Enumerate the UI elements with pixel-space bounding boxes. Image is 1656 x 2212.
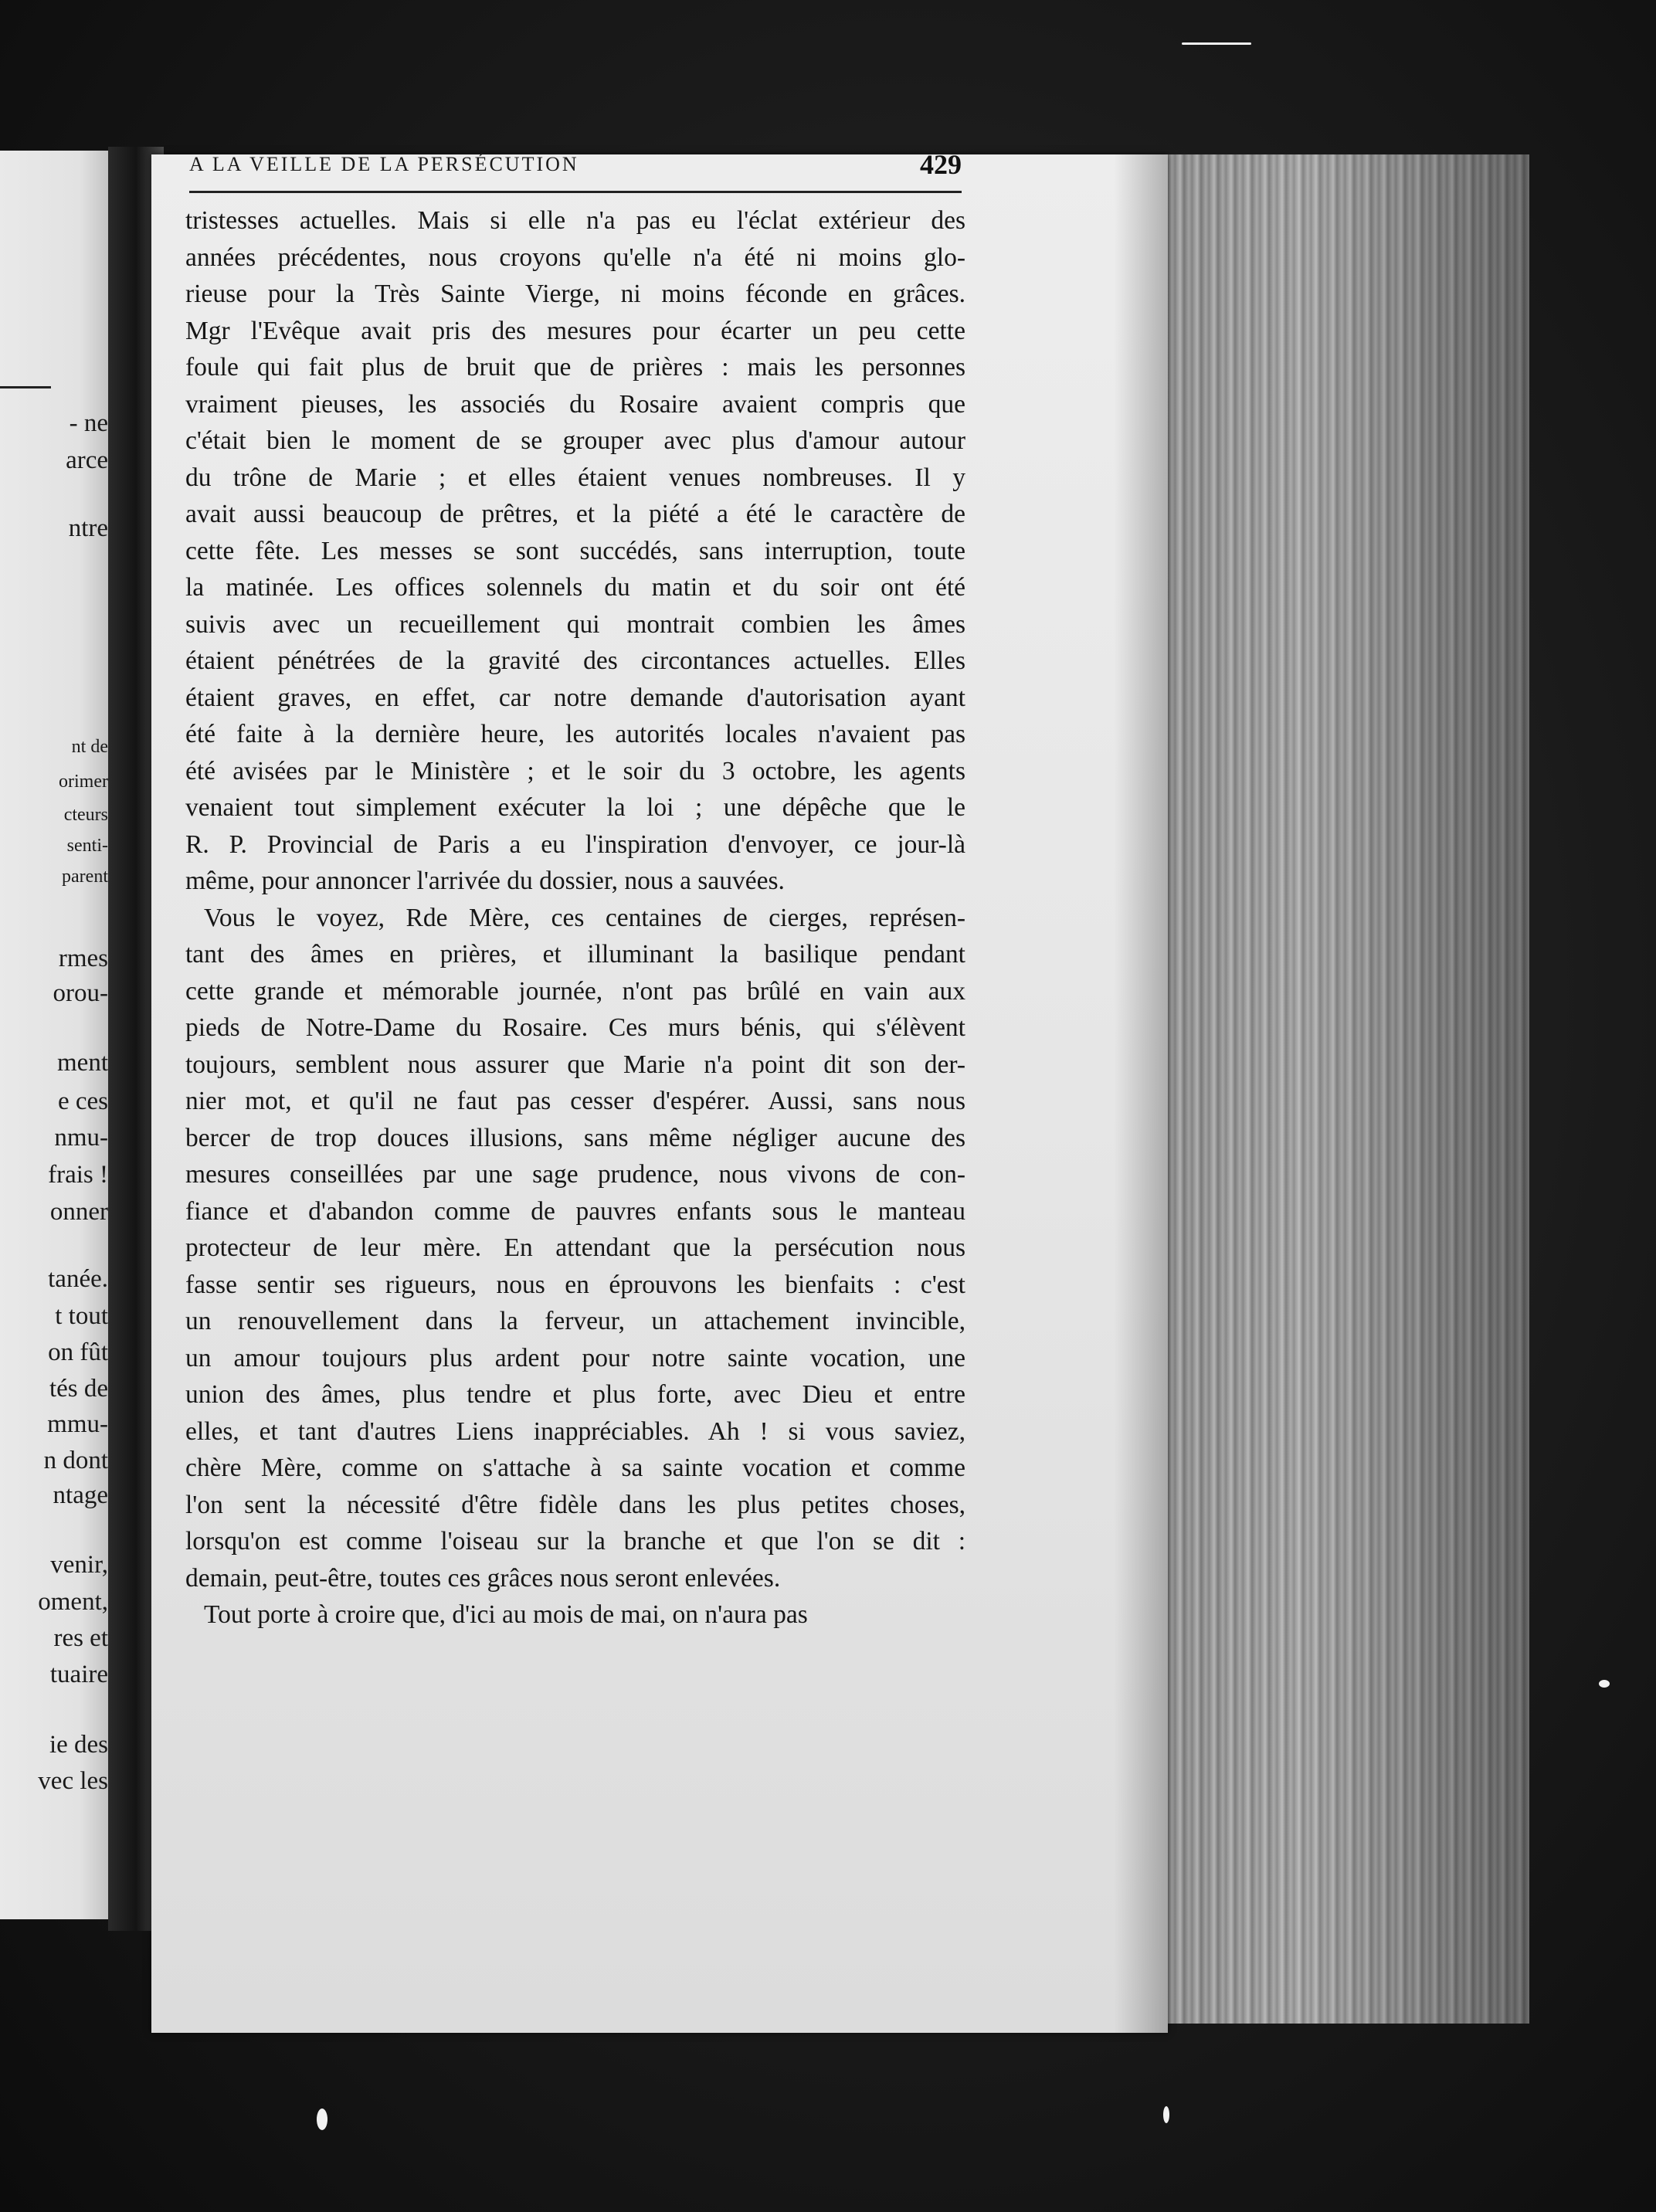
film-speck bbox=[1599, 1680, 1610, 1688]
text-line: la matinée. Les offices solennels du matin et du soir ont été bbox=[185, 573, 965, 602]
left-page-line: res et bbox=[53, 1624, 108, 1652]
text-line: nier mot, et qu'il ne faut pas cesser d'espérer. Aussi, sans nous bbox=[185, 1087, 965, 1115]
text-line: Mgr l'Evêque avait pris des mesures pour écarter un peu cette bbox=[185, 316, 965, 345]
left-page-line: senti- bbox=[66, 836, 108, 856]
left-page-fragment bbox=[0, 151, 114, 1919]
left-page-line: arce bbox=[66, 446, 108, 474]
text-line: même, pour annoncer l'arrivée du dossier, nous a sauvées. bbox=[185, 867, 785, 895]
left-page-line: rmes bbox=[58, 945, 108, 972]
text-line: tristesses actuelles. Mais si elle n'a pas eu l'éclat extérieur des bbox=[185, 206, 965, 235]
text-line: rieuse pour la Très Sainte Vierge, ni moins féconde en grâces. bbox=[185, 280, 965, 308]
text-line: elles, et tant d'autres Liens inappréciables. Ah ! si vous saviez, bbox=[185, 1416, 965, 1446]
text-line: Vous le voyez, Rde Mère, ces centaines de cierges, représen- bbox=[204, 903, 965, 932]
left-page-line: parent bbox=[62, 867, 108, 887]
text-line: mesures conseillées par une sage prudence, nous vivons de con- bbox=[185, 1160, 965, 1189]
left-page-rule bbox=[0, 386, 51, 388]
text-line: avait aussi beaucoup de prêtres, et la piété a été le caractère de bbox=[185, 500, 965, 528]
left-page-line: ment bbox=[57, 1049, 108, 1077]
left-page-line: ie des bbox=[49, 1731, 108, 1759]
film-speck bbox=[317, 2109, 327, 2130]
left-page-line: ntage bbox=[53, 1481, 108, 1509]
left-page-line: t tout bbox=[55, 1302, 108, 1330]
text-line: foule qui fait plus de bruit que de prières : mais les personnes bbox=[185, 353, 965, 382]
film-speck bbox=[1163, 2106, 1169, 2123]
text-line: Tout porte à croire que, d'ici au mois de mai, on n'aura pas bbox=[204, 1600, 808, 1629]
left-page-line: e ces bbox=[57, 1087, 108, 1115]
text-line: union des âmes, plus tendre et plus forte, avec Dieu et entre bbox=[185, 1380, 965, 1409]
text-line: tant des âmes en prières, et illuminant la basilique pendant bbox=[185, 940, 965, 969]
left-page-line: on fût bbox=[48, 1338, 108, 1366]
film-speck bbox=[1182, 42, 1251, 45]
text-line: pieds de Notre-Dame du Rosaire. Ces murs bénis, qui s'élèvent bbox=[185, 1013, 965, 1042]
left-page-line: tanée. bbox=[48, 1265, 108, 1293]
left-page-line: tuaire bbox=[49, 1661, 108, 1688]
left-page-line: n dont bbox=[43, 1447, 108, 1474]
text-line: fiance et d'abandon comme de pauvres enfants sous le manteau bbox=[185, 1196, 965, 1226]
left-page-line: oment, bbox=[38, 1588, 108, 1616]
text-line: été avisées par le Ministère ; et le soir du 3 octobre, les agents bbox=[185, 756, 965, 785]
left-page-line: vec les bbox=[38, 1767, 108, 1795]
page-body-text bbox=[185, 202, 965, 1634]
text-line: R. P. Provincial de Paris a eu l'inspiration d'envoyer, ce jour-là bbox=[185, 830, 965, 859]
text-line: c'était bien le moment de se grouper avec plus d'amour autour bbox=[185, 426, 965, 455]
left-page-line: orimer bbox=[59, 772, 108, 792]
text-line: étaient graves, en effet, car notre demande d'autorisation ayant bbox=[185, 683, 965, 712]
text-line: un renouvellement dans la ferveur, un attachement invincible, bbox=[185, 1307, 965, 1335]
left-page-line: venir, bbox=[50, 1551, 108, 1579]
text-line: cette fête. Les messes se sont succédés, sans interruption, toute bbox=[185, 536, 965, 565]
text-line: fasse sentir ses rigueurs, nous en éprouvons les bienfaits : c'est bbox=[185, 1270, 965, 1299]
left-page-line: nt de bbox=[71, 737, 108, 757]
text-line: suivis avec un recueillement qui montrait combien les âmes bbox=[185, 609, 965, 639]
text-line: été faite à la dernière heure, les autorités locales n'avaient pas bbox=[185, 720, 965, 748]
left-page-line: onner bbox=[49, 1198, 108, 1226]
text-line: vraiment pieuses, les associés du Rosaire avaient compris que bbox=[185, 389, 965, 419]
text-line: demain, peut-être, toutes ces grâces nous seront enlevées. bbox=[185, 1563, 781, 1593]
left-page-line: mmu- bbox=[47, 1410, 108, 1438]
running-head bbox=[189, 149, 962, 184]
left-page-line: - ne bbox=[69, 409, 108, 437]
left-page-line: ntre bbox=[68, 514, 108, 542]
text-line: protecteur de leur mère. En attendant que la persécution nous bbox=[185, 1233, 965, 1262]
text-line: chère Mère, comme on s'attache à sa sainte vocation et comme bbox=[185, 1454, 965, 1482]
text-line: étaient pénétrées de la gravité des circontances actuelles. Elles bbox=[185, 646, 965, 675]
text-line: du trône de Marie ; et elles étaient venues nombreuses. Il y bbox=[185, 463, 965, 492]
text-line: lorsqu'on est comme l'oiseau sur la branche et que l'on se dit : bbox=[185, 1527, 965, 1556]
header-rule bbox=[189, 191, 962, 193]
text-line: l'on sent la nécessité d'être fidèle dans les plus petites choses, bbox=[185, 1490, 965, 1519]
text-line: toujours, semblent nous assurer que Marie n'a point dit son der- bbox=[185, 1050, 965, 1079]
left-page-line: nmu- bbox=[54, 1124, 108, 1152]
text-line: venaient tout simplement exécuter la loi ; une dépêche que le bbox=[185, 793, 965, 822]
left-page-line: tés de bbox=[49, 1375, 108, 1403]
text-line: un amour toujours plus ardent pour notre sainte vocation, une bbox=[185, 1343, 965, 1372]
page-number: 429 bbox=[920, 149, 962, 180]
running-head-title: A LA VEILLE DE LA PERSÉCUTION bbox=[189, 153, 579, 175]
text-line: bercer de trop douces illusions, sans même négliger aucune des bbox=[185, 1123, 965, 1152]
left-page-line: cteurs bbox=[63, 805, 108, 825]
page-edges-shade bbox=[1159, 154, 1529, 2024]
text-line: cette grande et mémorable journée, n'ont pas brûlé en vain aux bbox=[185, 976, 965, 1006]
text-line: années précédentes, nous croyons qu'elle n'a été ni moins glo- bbox=[185, 243, 965, 272]
left-page-line: orou- bbox=[53, 979, 108, 1007]
left-page-line: frais ! bbox=[48, 1161, 108, 1189]
